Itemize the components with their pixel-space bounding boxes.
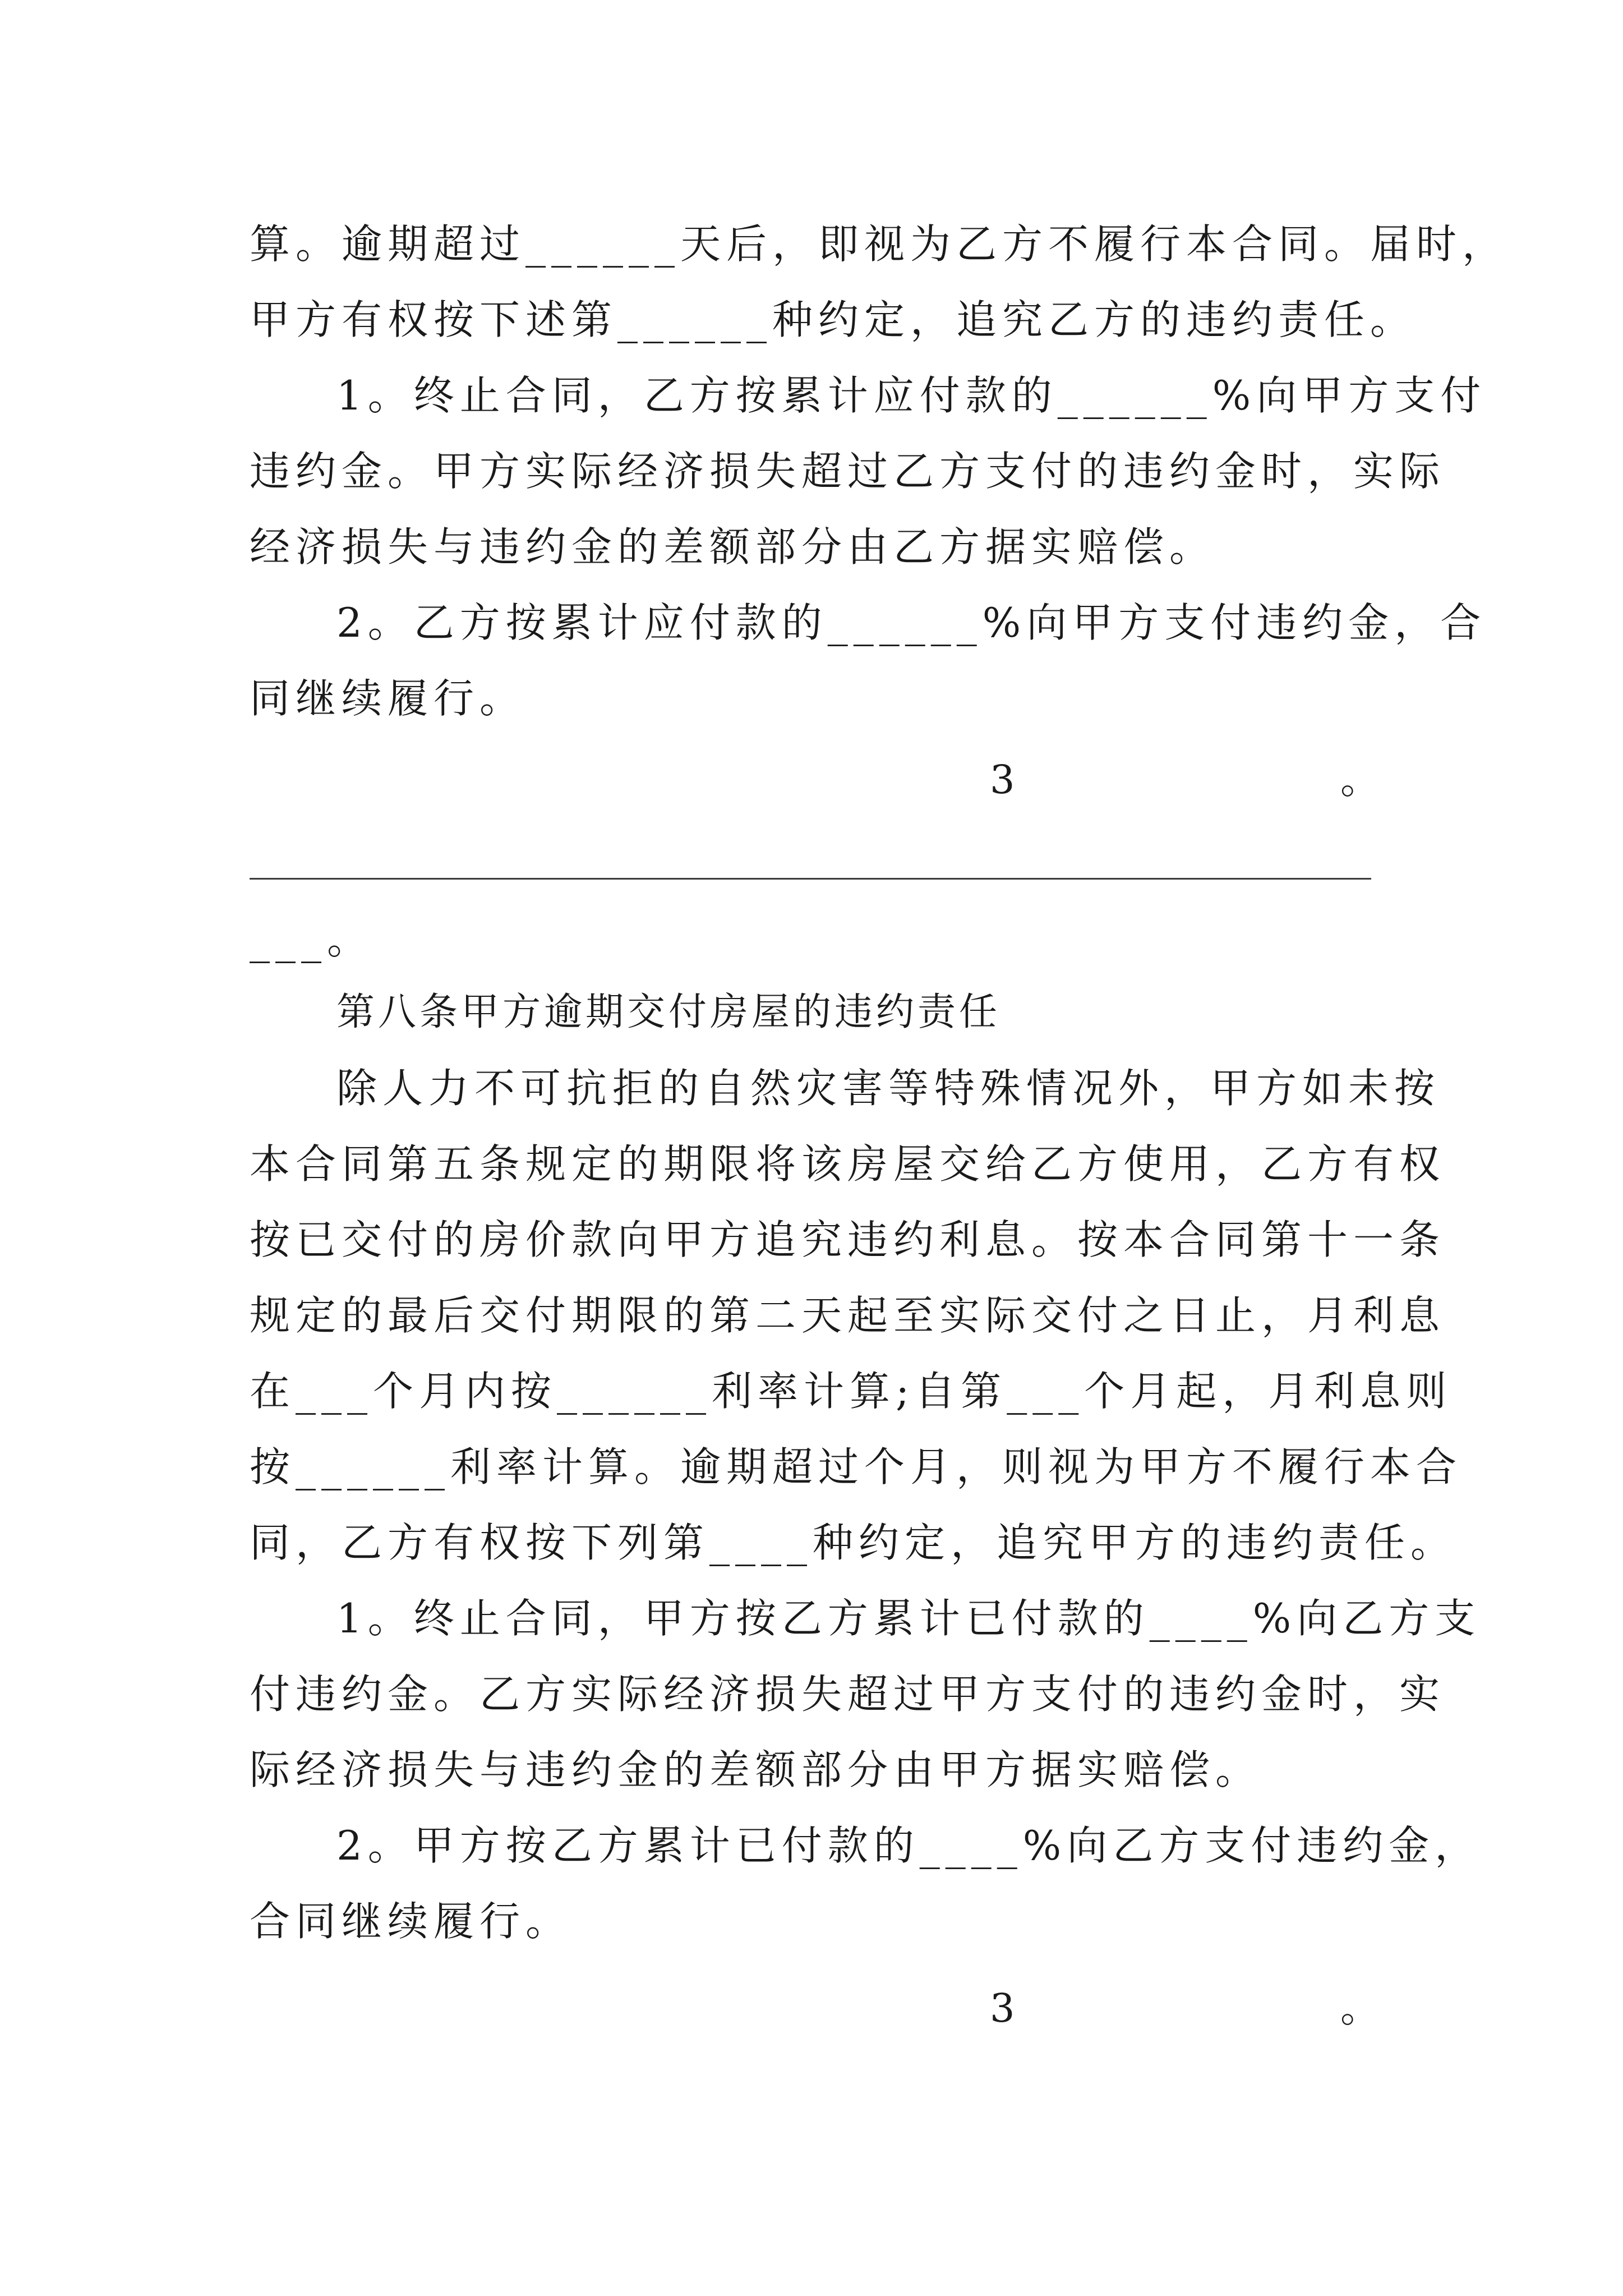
paragraph-line: 2。甲方按乙方累计已付款的____%向乙方支付违约金， xyxy=(336,1822,1481,1869)
paragraph-line: 本合同第五条规定的期限将该房屋交给乙方使用，乙方有权 xyxy=(250,1140,1446,1188)
page-mark-number: 3 xyxy=(990,1985,1015,2031)
paragraph-line: 际经济损失与违约金的差额部分由甲方据实赔偿。 xyxy=(250,1746,1262,1793)
paragraph-line: ___。 xyxy=(250,916,374,963)
paragraph-line: 1。终止合同，乙方按累计应付款的______%向甲方支付 xyxy=(336,372,1487,419)
paragraph-line: 违约金。甲方实际经济损失超过乙方支付的违约金时，实际 xyxy=(250,448,1446,495)
paragraph-line: 按______利率计算。逾期超过个月，则视为甲方不履行本合 xyxy=(250,1443,1463,1490)
horizontal-rule xyxy=(250,878,1371,880)
paragraph-line: 按已交付的房价款向甲方追究违约利息。按本合同第十一条 xyxy=(250,1216,1446,1263)
paragraph-line: 在___个月内按______利率计算;自第___个月起，月利息则 xyxy=(250,1368,1453,1415)
page-mark-dot: 。 xyxy=(1340,757,1380,803)
section-heading: 第八条甲方逾期交付房屋的违约责任 xyxy=(336,990,1001,1034)
paragraph-line: 合同继续履行。 xyxy=(250,1898,572,1945)
paragraph-line: 除人力不可抗拒的自然灾害等特殊情况外，甲方如未按 xyxy=(336,1065,1441,1112)
paragraph-line: 同继续履行。 xyxy=(250,675,526,722)
paragraph-line: 同，乙方有权按下列第____种约定，追究甲方的违约责任。 xyxy=(250,1519,1457,1566)
paragraph-line: 2。乙方按累计应付款的______%向甲方支付违约金，合 xyxy=(336,599,1487,646)
paragraph-line: 规定的最后交付期限的第二天起至实际交付之日止，月利息 xyxy=(250,1292,1446,1339)
page-mark-dot: 。 xyxy=(1340,1985,1380,2031)
paragraph-line: 付违约金。乙方实际经济损失超过甲方支付的违约金时，实 xyxy=(250,1671,1446,1718)
paragraph-line: 1。终止合同，甲方按乙方累计已付款的____%向乙方支 xyxy=(336,1595,1481,1642)
paragraph-line: 经济损失与违约金的差额部分由乙方据实赔偿。 xyxy=(250,523,1216,570)
page-mark-number: 3 xyxy=(990,757,1015,803)
paragraph-line: 算。逾期超过______天后，即视为乙方不履行本合同。届时， xyxy=(250,220,1509,268)
paragraph-line: 甲方有权按下述第______种约定，追究乙方的违约责任。 xyxy=(250,296,1417,343)
